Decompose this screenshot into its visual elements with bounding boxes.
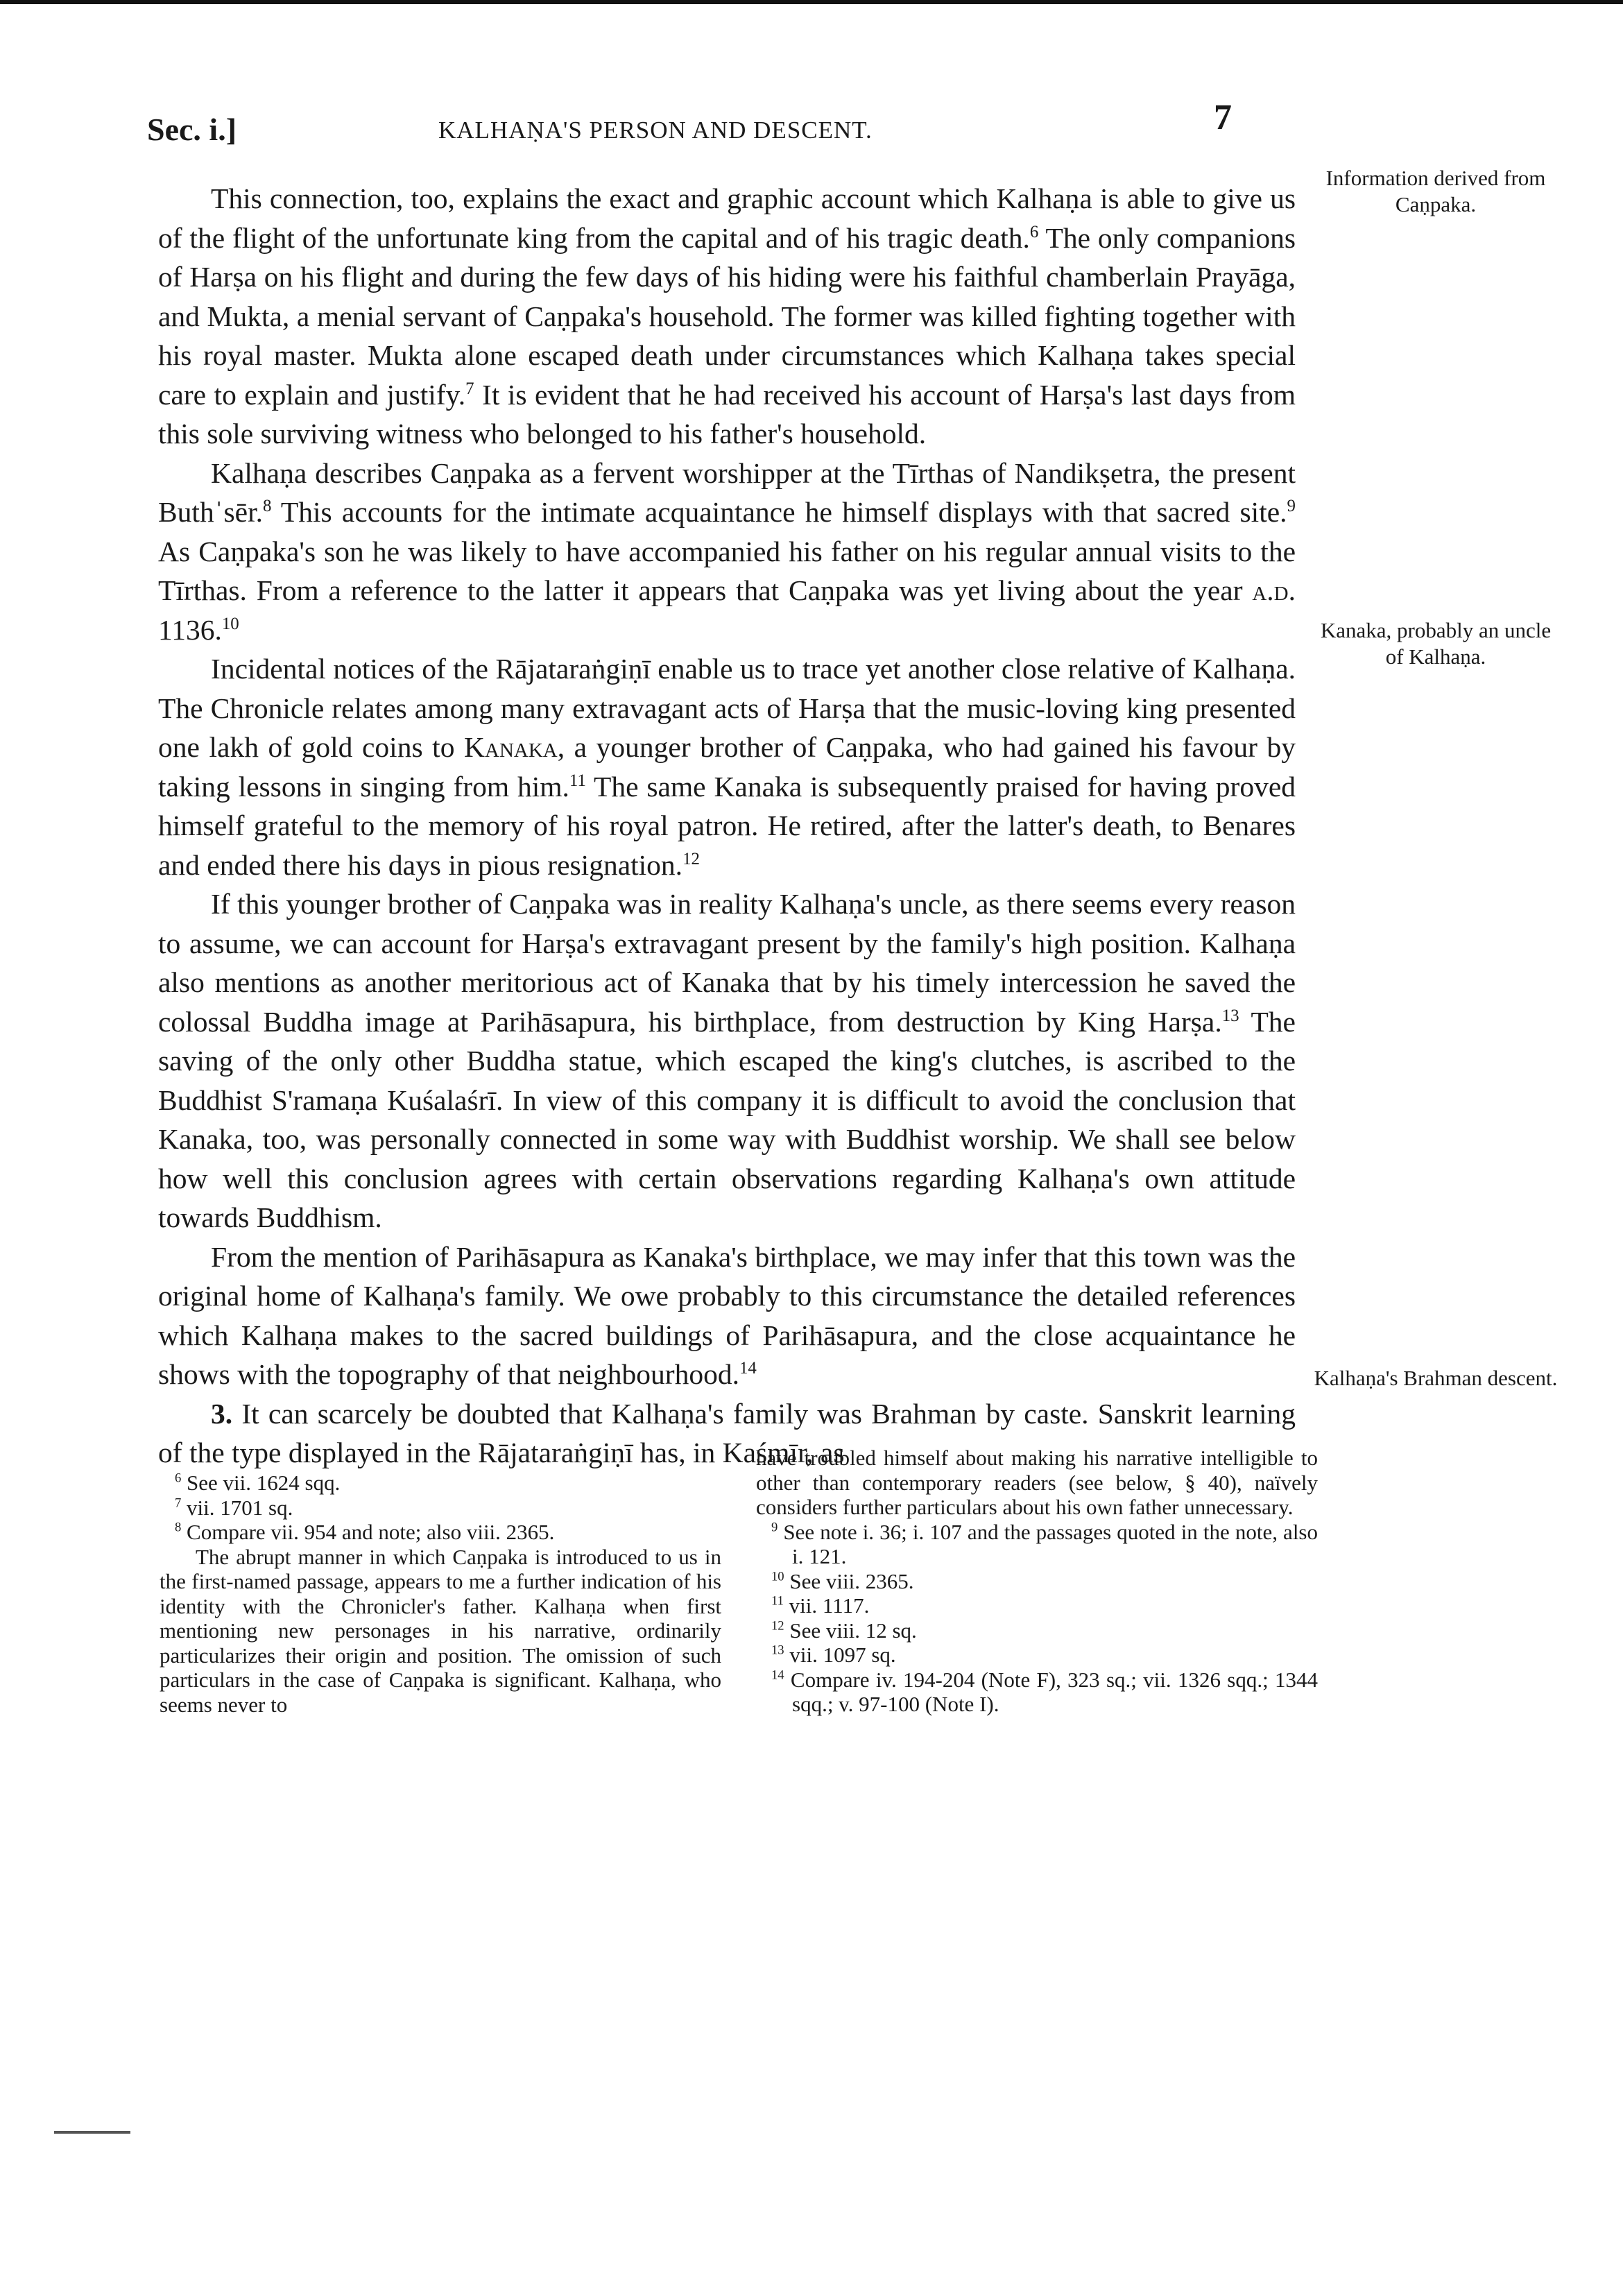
page-number: 7 [1214,98,1232,137]
footnote: $^{14}$ Compare iv. 194-204 (Note F), 323 sq.; vii. 1326 sqq.; 1344 sqq.; v. 97-100 (Note I). [771,1667,1319,1716]
margin-note-information: Information derived from Caṇpaka. [1325,166,1546,216]
footnote-ref: 14 [739,1359,757,1378]
paragraph: From the mention of Parihāsapura as Kanaka's birthplace, we may infer that this town was the original home of Kalhaṇa's family. We owe probably to this circumstance the detailed references which Kalhaṇa makes to the sacred buildings of Parihāsapura, and the close acquaintance he shows with the topography of that neighbourhood.$^{14}$ [158,1240,1296,1390]
paragraph: If this younger brother of Caṇpaka was in reality Kalhaṇa's uncle, as there seems every reason to assume, we can account for Harṣa's extravagant present by the family's high position. Kalhaṇa also mentions as another meritorious act of Kanaka that by his timely intercession he saved the colossal Buddha image at Parihāsapura, his birthplace, from destruction by King Harṣa.$^{13}$ The saving of the only other Buddha statue, which escaped the king's clutches, is ascribed to the Buddhist S'ramaṇa Kuśalaśrī. In view of this company it is difficult to avoid the conclusion that Kanaka, too, was personally connected in some way with Buddhist worship. We shall see below how well this conclusion agrees with certain observations regarding Kalhaṇa's own attitude towards Buddhism. [158,888,1296,1233]
footnote-ref: 7 [465,379,474,398]
margin-note-kanaka: Kanaka, probably an uncle of Kalhaṇa. [1320,618,1552,669]
footnote-ref: 9 [1287,497,1296,516]
page-top-border [0,0,1623,4]
footnote: $^8$ Compare vii. 954 and note; also viii. 2365. [175,1520,555,1544]
section-label: Sec. i.] [147,112,237,147]
footnote: $^{10}$ See viii. 2365. [771,1568,914,1593]
scan-artifact [54,2131,130,2134]
paragraph: Kalhaṇa describes Caṇpaka as a fervent worshipper at the Tīrthas of Nandikṣetra, the present Buthˈsēr.$^8$ This accounts for the intimate acquaintance he himself displays with that sacred site.$^9$ As Caṇpaka's son he was likely to have accompanied his father on his regular annual visits to the Tīrthas. From a reference to the latter it appears that Caṇpaka was yet living about the year a.d. 1136.10 [158,456,1296,646]
section-number: 3. [211,1397,233,1430]
footnote-continuation: have troubled himself about making his narrative intelligible to other than contemporary readers (see below, § 40), naïvely considers further particulars about his own father unnecessary. [756,1446,1318,1519]
margin-note-brahman: Kalhaṇa's Brahman descent. [1314,1366,1558,1390]
footnote: $^9$ See note i. 36; i. 107 and the passages quoted in the note, also i. 121. [771,1519,1318,1568]
footnote-ref: 12 [682,849,700,868]
footnote: $^6$ See vii. 1624 sqq. [175,1471,341,1495]
footnotes-left [160,1471,721,1717]
footnote: $^{11}$ vii. 1117. [771,1593,870,1618]
footnote-paragraph: The abrupt manner in which Caṇpaka is introduced to us in the first-named passage, appears to me a further indication of his identity with the Chronicler's father. Kalhaṇa when first mentioning new personages in his narrative, ordinarily particularizes their origin and position. The omission of such particulars in the case of Caṇpaka is significant. Kalhaṇa, who seems never to [160,1544,721,1717]
paragraph: Incidental notices of the Rājataraṅgiṇī enable us to trace yet another close relative of Kalhaṇa. The Chronicle relates among many extravagant acts of Harṣa that the music-loving king presented one lakh of gold coins to Kanaka, a younger brother of Caṇpaka, who had gained his favour by taking lessons in singing from him.$^{11}$ The same Kanaka is subsequently praised for having proved himself grateful to the memory of his royal patron. He retired, after the latter's death, to Benares and ended there his days in pious resignation.$^{12}$ [158,653,1296,881]
footnote-ref: 8 [263,497,272,516]
footnote: $^7$ vii. 1701 sq. [175,1495,293,1520]
footnotes-right [756,1446,1318,1717]
main-text [158,179,1296,1473]
paragraph: This connection, too, explains the exact and graphic account which Kalhaṇa is able to give us of the flight of the unfortunate king from the capital and of his tragic death.$^6$ The only companions of Harṣa on his flight and during the few days of his hiding were his faithful chamberlain Prayāga, and Mukta, a menial servant of Caṇpaka's household. The former was killed fighting together with his royal master. Mukta alone escaped death under circumstances which Kalhaṇa takes special care to explain and justify.$^7$ It is evident that he had received his account of Harṣa's last days from this sole surviving witness who belonged to his father's household. [158,182,1296,449]
footnote: $^{13}$ vii. 1097 sq. [771,1643,896,1667]
running-title: KALHAṆA'S PERSON AND DESCENT. [438,117,873,144]
footnote-ref: 10 [221,614,239,633]
footnote-ref: 6 [1029,222,1039,241]
footnote: $^{12}$ See viii. 12 sq. [771,1618,917,1643]
footnote-ref: 13 [1221,1006,1239,1025]
section-paragraph: 3. It can scarcely be doubted that Kalhaṇa's family was Brahman by caste. Sanskrit learning of the type displayed in the Rājataraṅgiṇī has, in Kaśmīr, as [158,1397,1296,1468]
footnote-ref: 11 [569,771,586,790]
